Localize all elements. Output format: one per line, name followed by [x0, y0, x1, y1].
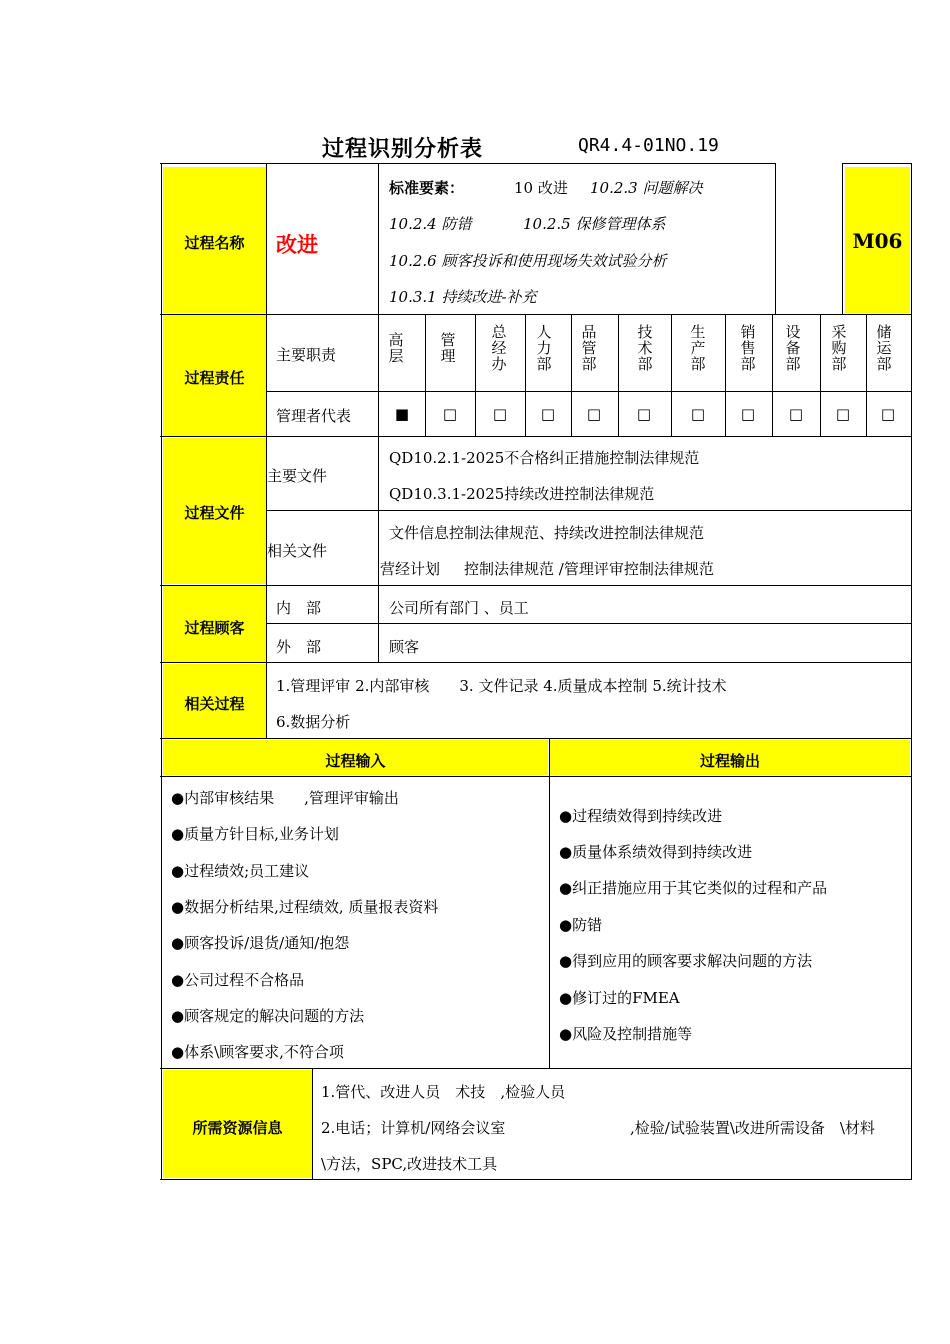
- dept-checkbox[interactable]: □: [835, 405, 851, 423]
- rule: [266, 510, 912, 511]
- rule: [671, 314, 672, 436]
- output-item: ●得到应用的顾客要求解决问题的方法: [559, 952, 813, 970]
- rule: [820, 314, 821, 436]
- input-item: ●内部审核结果 ,管理评审输出: [171, 789, 399, 807]
- rule: [160, 662, 912, 663]
- input-item: ●顾客投诉/退货/通知/抱怨: [171, 934, 350, 952]
- resources-line: 2.电话；计算机/网络会议室: [321, 1119, 506, 1137]
- process-name-value: 改进: [276, 233, 318, 257]
- rule: [775, 163, 776, 314]
- rule: [549, 738, 550, 1068]
- main-docs-label: 主要文件: [267, 467, 328, 485]
- internal-value: 公司所有部门 、员工: [389, 599, 529, 617]
- dept-name: 管理: [440, 331, 456, 365]
- dept-name: 高层: [388, 331, 404, 365]
- rule: [160, 436, 912, 437]
- rule: [525, 314, 526, 436]
- rule: [618, 314, 619, 436]
- rule: [266, 391, 912, 392]
- rule: [160, 163, 775, 164]
- std-label: 标准要素：: [389, 179, 465, 197]
- input-item: ●过程绩效;员工建议: [171, 862, 310, 880]
- input-item: ●体系\顾客要求,不符合项: [171, 1043, 344, 1061]
- rule: [160, 1068, 912, 1069]
- rule: [161, 163, 162, 1179]
- rule: [160, 738, 912, 739]
- output-item: ●纠正措施应用于其它类似的过程和产品: [559, 879, 828, 897]
- std-item: 10.2.5 保修管理体系: [523, 215, 666, 233]
- dept-checkbox[interactable]: □: [690, 405, 706, 423]
- output-item: ●质量体系绩效得到持续改进: [559, 843, 753, 861]
- dept-checkbox[interactable]: □: [636, 405, 652, 423]
- resources-label: 所需资源信息: [192, 1119, 283, 1137]
- related-process-line: 1.管理评审 2.内部审核 3. 文件记录 4.质量成本控制 5.统计技术: [276, 677, 727, 695]
- customers-label: 过程顾客: [184, 619, 245, 637]
- dept-name: 总经办: [491, 323, 507, 373]
- rule: [911, 163, 912, 1179]
- rule: [425, 314, 426, 436]
- dept-checkbox[interactable]: □: [788, 405, 804, 423]
- input-item: ●公司过程不合格品: [171, 971, 305, 989]
- related-doc: 文件信息控制法律规范、持续改进控制法律规范: [389, 524, 705, 542]
- rule: [160, 314, 912, 315]
- output-item: ●防错: [559, 916, 603, 934]
- output-header: 过程输出: [699, 752, 760, 770]
- input-header: 过程输入: [325, 752, 386, 770]
- related-doc: 营经计划: [380, 560, 441, 578]
- resources-line: 1.管代、改进人员 术技 ,检验人员: [321, 1083, 566, 1101]
- dept-checkbox[interactable]: ■: [394, 405, 410, 423]
- related-docs-label: 相关文件: [267, 542, 328, 560]
- main-doc: QD10.2.1-2025不合格纠正措施控制法律规范: [389, 449, 700, 467]
- rule: [378, 163, 379, 662]
- external-label: 外 部: [276, 638, 322, 656]
- form-code: QR4.4-01NO.19: [578, 135, 719, 156]
- rule: [266, 163, 267, 738]
- std-item: 10.2.4 防错: [389, 215, 472, 233]
- dept-checkbox[interactable]: □: [492, 405, 508, 423]
- rule: [842, 163, 912, 164]
- process-code: M06: [852, 229, 903, 253]
- dept-checkbox[interactable]: □: [740, 405, 756, 423]
- std-item: 10.3.1 持续改进-补充: [389, 288, 537, 306]
- rule: [160, 776, 912, 777]
- responsibility-label: 过程责任: [184, 369, 245, 387]
- dept-checkbox[interactable]: □: [442, 405, 458, 423]
- input-item: ●数据分析结果,过程绩效, 质量报表资料: [171, 898, 439, 916]
- dept-name: 销售部: [740, 323, 756, 373]
- related-process-line: 6.数据分析: [276, 713, 351, 731]
- output-item: ●过程绩效得到持续改进: [559, 807, 723, 825]
- internal-label: 内 部: [276, 599, 322, 617]
- dept-name: 品管部: [581, 323, 597, 373]
- dept-name: 技术部: [637, 323, 653, 373]
- main-duty-label: 主要职责: [276, 346, 337, 364]
- rule: [475, 314, 476, 436]
- std-item: 10.2.6 顾客投诉和使用现场失效试验分析: [389, 252, 667, 270]
- dept-checkbox[interactable]: □: [880, 405, 896, 423]
- rule: [312, 1068, 313, 1179]
- process-name-label: 过程名称: [184, 234, 245, 252]
- rule: [571, 314, 572, 436]
- external-value: 顾客: [389, 638, 420, 656]
- output-item: ●修订过的FMEA: [559, 989, 680, 1007]
- documents-label: 过程文件: [184, 504, 245, 522]
- related-doc: 控制法律规范 /管理评审控制法律规范: [464, 560, 714, 578]
- std-item: 10.2.3 问题解决: [590, 179, 703, 197]
- dept-name: 采购部: [831, 323, 847, 373]
- dept-name: 人力部: [536, 323, 552, 373]
- main-doc: QD10.3.1-2025持续改进控制法律规范: [389, 485, 655, 503]
- dept-checkbox[interactable]: □: [586, 405, 602, 423]
- output-item: ●风险及控制措施等: [559, 1025, 693, 1043]
- dept-name: 设备部: [785, 323, 801, 373]
- resources-line: ,检验/试验装置\改进所需设备 \材料: [630, 1119, 875, 1137]
- resources-line: \方法，SPC,改进技术工具: [321, 1155, 498, 1173]
- rule: [866, 314, 867, 436]
- dept-checkbox[interactable]: □: [540, 405, 556, 423]
- rep-label: 管理者代表: [276, 407, 352, 425]
- rule: [160, 1179, 912, 1180]
- rule: [160, 585, 912, 586]
- dept-name: 生产部: [690, 323, 706, 373]
- input-item: ●顾客规定的解决问题的方法: [171, 1007, 365, 1025]
- rule: [842, 163, 843, 314]
- dept-name: 储运部: [876, 323, 892, 373]
- related-process-label: 相关过程: [184, 695, 245, 713]
- rule: [266, 623, 912, 624]
- rule: [725, 314, 726, 436]
- rule: [772, 314, 773, 436]
- page-title: 过程识别分析表: [322, 137, 484, 162]
- input-item: ●质量方针目标,业务计划: [171, 825, 339, 843]
- std-item: 10 改进: [514, 179, 568, 197]
